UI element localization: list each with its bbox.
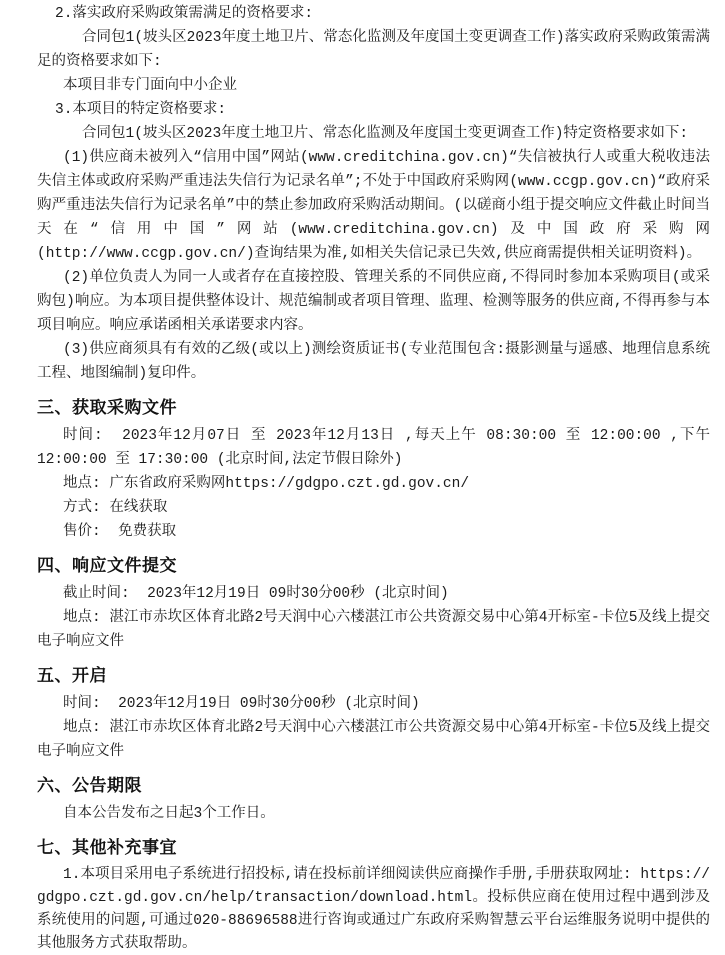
specific-requirement-1: (1)供应商未被列入“信用中国”网站(www.creditchina.gov.cn)“失信被执行人或重大税收违法失信主体或政府采购严重违法失信行为记录名单”;不处于中国政府采购网(www.ccgp.gov.cn)“政府采购严重违法失信行为记录名单”中的禁止参加政府采购活动期间。(以磋商小组于提交响应文件截止时间当天在“信用中国”网站(www.creditchina.gov.cn)及中国政府采购网(http://www.ccgp.gov.cn/)查询结果为准,如相关失信记录已失效,供应商需提供相关证明资料)。: [37, 150, 710, 262]
package1-policy-qualification: 合同包1(坡头区2023年度土地卫片、常态化监测及年度国土变更调查工作)落实政府采购政策需满足的资格要求如下:: [37, 30, 710, 70]
item-3-specific-qualification-title: 3.本项目的特定资格要求:: [55, 102, 227, 118]
section-4-heading: 四、响应文件提交: [37, 556, 177, 575]
announcement-period: 自本公告发布之日起3个工作日。: [63, 806, 275, 822]
smes-statement: 本项目非专门面向中小企业: [63, 78, 237, 94]
specific-requirement-2: (2)单位负责人为同一人或者存在直接控股、管理关系的不同供应商,不得同时参加本采购项目(或采购包)响应。为本项目提供整体设计、规范编制或者项目管理、监理、检测等服务的供应商,不得再参与本项目响应。响应承诺函相关承诺要求内容。: [37, 270, 710, 334]
submission-location: 地点: 湛江市赤坎区体育北路2号天润中心六楼湛江市公共资源交易中心第4开标室-卡位5及线上提交电子响应文件: [37, 610, 710, 650]
section-3-heading: 三、获取采购文件: [37, 398, 177, 417]
opening-location: 地点: 湛江市赤坎区体育北路2号天润中心六楼湛江市公共资源交易中心第4开标室-卡位5及线上提交电子响应文件: [37, 720, 710, 760]
acquisition-time: 时间: 2023年12月07日 至 2023年12月13日 ,每天上午 08:30:00 至 12:00:00 ,下午 12:00:00 至 17:30:00 (北京时间,法定节假日除外): [37, 428, 719, 468]
acquisition-location: 地点: 广东省政府采购网https://gdgpo.czt.gd.gov.cn/: [63, 476, 470, 492]
item-2-policy-qualification-title: 2.落实政府采购政策需满足的资格要求:: [55, 6, 314, 22]
acquisition-method: 方式: 在线获取: [63, 500, 168, 516]
supplementary-note: 1.本项目采用电子系统进行招投标,请在投标前详细阅读供应商操作手册,手册获取网址: https://gdgpo.czt.gd.gov.cn/help/transaction/download.html。投标供应商在使用过程中遇到涉及系统使用的问题,可通过020-88696588进行咨询或通过广东政府采购智慧云平台运维服务说明中提供的其他服务方式获取帮助。: [37, 867, 710, 952]
package1-specific-qualification: 合同包1(坡头区2023年度土地卫片、常态化监测及年度国土变更调查工作)特定资格要求如下:: [82, 126, 689, 142]
document-body: [37, 2, 719, 955]
section-7-heading: 七、其他补充事宜: [37, 838, 177, 857]
section-6-heading: 六、公告期限: [37, 776, 142, 795]
submission-deadline: 截止时间: 2023年12月19日 09时30分00秒 (北京时间): [63, 586, 449, 602]
specific-requirement-3: (3)供应商须具有有效的乙级(或以上)测绘资质证书(专业范围包含:摄影测量与遥感、地理信息系统工程、地图编制)复印件。: [37, 342, 710, 382]
acquisition-price: 售价: 免费获取: [63, 524, 177, 540]
section-5-heading: 五、开启: [37, 666, 107, 685]
opening-time: 时间: 2023年12月19日 09时30分00秒 (北京时间): [63, 696, 420, 712]
